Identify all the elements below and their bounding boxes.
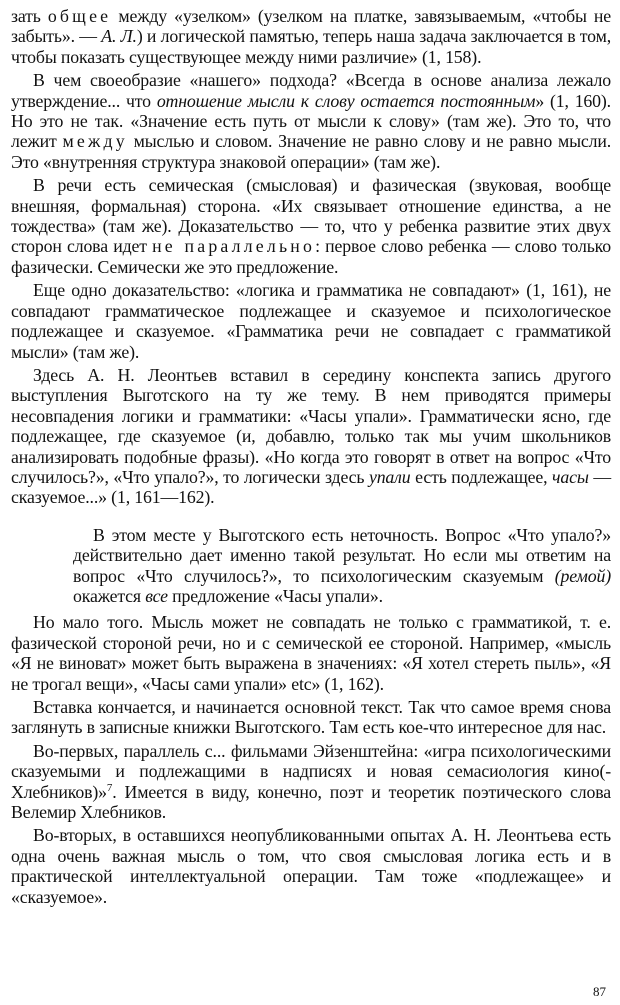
text-run: » (1, 160). Но это не так. «Значение есть путь от мысли к слову» (там же). Это то, что лежит (11, 90, 611, 152)
spaced-emphasis: между (62, 131, 128, 152)
italic-emphasis: упали (368, 466, 411, 487)
paragraph-2 (11, 70, 611, 172)
footnote-marker: 7 (106, 781, 113, 794)
text-run: ) и логической памятью, теперь наша задача заключается в том, чтобы показать существующее между ними различие» (1, 158). (11, 26, 611, 67)
paragraph-7 (11, 697, 611, 738)
paragraph-6 (11, 612, 611, 694)
indented-note (11, 525, 611, 607)
text-run: между «узелком» (узелком на платке, завязываемым, «чтобы не забыть». — (11, 6, 612, 47)
paragraph-9 (11, 825, 611, 907)
text-run: — сказуемое...» (1, 161—162). (11, 466, 611, 508)
paragraph-4 (11, 280, 611, 362)
italic-emphasis: (ремой) (554, 565, 611, 586)
text-run: : первое слово ребенка — слово только фазически. Семически же это предложение. (11, 236, 612, 277)
paragraph-3 (11, 175, 611, 277)
text-run: . Имеется в виду, конечно, поэт и теоретик поэтического слова Велемир Хлебников. (11, 781, 611, 823)
text-run: В чем своеобразие «нашего» подхода? «Всегда в основе анализа лежало утверждение... что (11, 70, 611, 111)
text-run: Во-первых, параллель с... фильмами Эйзенштейна: «игра психологическими сказуемыми и подлежащими в надписях и новая семасиология кино(-Хлебников)» (11, 740, 611, 802)
italic-emphasis: все (145, 585, 168, 606)
paragraph-5 (11, 365, 611, 508)
text-run: В речи есть семическая (смысловая) и фазическая (звуковая, вообще внешняя, формальная) сторона. «Их связывает отношение единства, а не тождества» (там же). Доказательство — то, что у ребенка развитие этих двух сторон слова идет (11, 175, 611, 257)
text-run: Во-вторых, в оставшихся неопубликованными опытах А. Н. Леонтьева есть одна очень важная мысль о том, что своя смысловая логика есть и в практической интеллектуальной операции. Там тоже «подлежащее» и «сказуемое». (11, 825, 611, 907)
italic-initials: А. Л. (101, 26, 137, 47)
text-run: есть подлежащее, (410, 466, 553, 487)
text-run: зать (11, 6, 48, 26)
text-run: Но мало того. Мысль может не совпадать не только с грамматикой, т. е. фазической стороной речи, но и с семической ее стороной. Например, «мысль «Я не виноват» может быть выражена в значениях: «Я хотел стереть пыль», «Я не трогал вещи», «Часы сами упали» etc» (1, 162). (11, 612, 611, 694)
text-run: Здесь А. Н. Леонтьев вставил в середину конспекта запись другого выступления Выготского на ту же тему. В нем приводятся примеры несовпадения логики и грамматики: «Часы упали». Грамматически ясно, где подлежащее, где сказуемое (и, добавлю, только так мы учим школьников анализировать подобные фразы). «Но когда это говорят в ответ на вопрос «Что случилось?», «Что упало?», то логически здесь (11, 364, 611, 487)
text-run: окажется (73, 585, 146, 606)
text-run: Еще одно доказательство: «логика и грамматика не совпадают» (1, 161), не совпадают грамматическое подлежащее и сказуемое и психологическое подлежащее и сказуемое. «Грамматика речи не совпадает с грамматикой мысли» (там же). (11, 280, 611, 362)
italic-emphasis: часы (552, 466, 589, 487)
italic-emphasis: отношение мысли к слову остается постоянным (156, 90, 536, 111)
text-run: В этом месте у Выготского есть неточность. Вопрос «Что упало?» действительно дает именно такой результат. Но если мы ответим на вопрос «Что случилось?», то психологическим сказуемым (73, 524, 611, 586)
paragraph-1 (11, 6, 611, 67)
text-run: мыслью и словом. Значение не равно слову и не равно мысли. Это «внутренняя структура знаковой операции» (там же). (11, 131, 611, 172)
spaced-emphasis: общее (47, 6, 112, 26)
text-run: предложение «Часы упали». (167, 585, 383, 606)
text-run: Вставка кончается, и начинается основной текст. Так что самое время снова заглянуть в записные книжки Выготского. Там есть кое-что интересное для нас. (11, 697, 611, 738)
page-number: 87 (593, 984, 606, 999)
spaced-emphasis: не параллельно (152, 236, 316, 257)
paragraph-8 (11, 741, 611, 823)
